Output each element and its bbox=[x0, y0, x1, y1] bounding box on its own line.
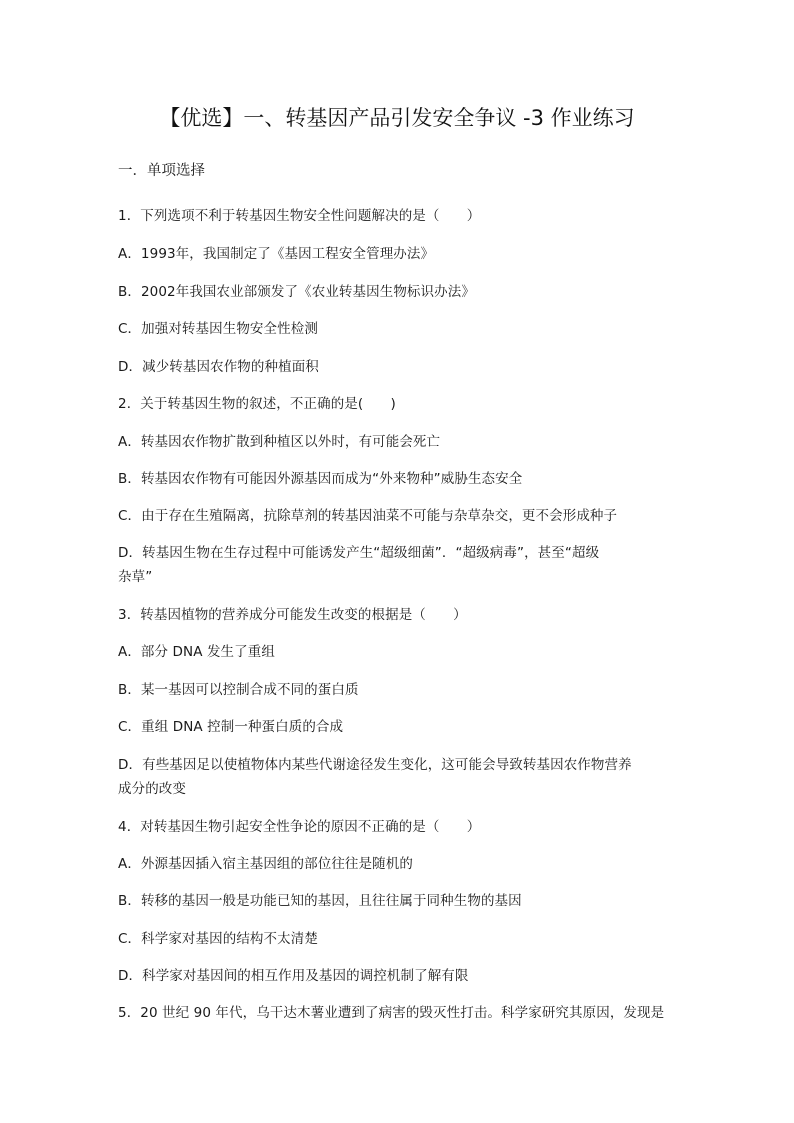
question-1-option-d: D．减少转基因农作物的种植面积 bbox=[118, 359, 319, 375]
question-3-option-b: B．某一基因可以控制合成不同的蛋白质 bbox=[118, 682, 359, 698]
question-4-stem: 4．对转基因生物引起安全性争论的原因不正确的是（ ） bbox=[118, 819, 481, 835]
question-3-option-d-continued: 成分的改变 bbox=[118, 781, 186, 797]
question-4-option-c: C．科学家对基因的结构不太清楚 bbox=[118, 931, 318, 947]
section-heading: 一．单项选择 bbox=[118, 163, 205, 179]
question-3-stem: 3．转基因植物的营养成分可能发生改变的根据是（ ） bbox=[118, 607, 467, 623]
question-3-option-a: A．部分 DNA 发生了重组 bbox=[118, 644, 275, 660]
question-4-option-d: D．科学家对基因间的相互作用及基因的调控机制了解有限 bbox=[118, 968, 469, 984]
question-1-option-c: C．加强对转基因生物安全性检测 bbox=[118, 321, 318, 337]
question-2-option-d-continued: 杂草” bbox=[118, 569, 153, 585]
question-2-option-b: B．转基因农作物有可能因外源基因而成为“外来物种”威胁生态安全 bbox=[118, 471, 523, 487]
question-2-option-d: D．转基因生物在生存过程中可能诱发产生“超级细菌”．“超级病毒”，甚至“超级 bbox=[118, 545, 600, 561]
question-2-option-a: A．转基因农作物扩散到种植区以外时，有可能会死亡 bbox=[118, 434, 441, 450]
question-4-option-b: B．转移的基因一般是功能已知的基因，且往往属于同种生物的基因 bbox=[118, 893, 522, 909]
page-title: 【优选】一、转基因产品引发安全争议 -3 作业练习 bbox=[159, 106, 635, 130]
question-1-option-b: B．2002年我国农业部颁发了《农业转基因生物标识办法》 bbox=[118, 284, 475, 300]
question-3-option-d: D．有些基因足以使植物体内某些代谢途径发生变化，这可能会导致转基因农作物营养 bbox=[118, 757, 632, 773]
question-2-option-c: C．由于存在生殖隔离，抗除草剂的转基因油菜不可能与杂草杂交，更不会形成种子 bbox=[118, 508, 618, 524]
question-5-stem: 5．20 世纪 90 年代，乌干达木薯业遭到了病害的毁灭性打击。科学家研究其原因，发现是 bbox=[118, 1005, 665, 1021]
question-1-stem: 1．下列选项不利于转基因生物安全性问题解决的是（ ） bbox=[118, 208, 481, 224]
question-2-stem: 2．关于转基因生物的叙述，不正确的是( ) bbox=[118, 396, 396, 412]
question-4-option-a: A．外源基因插入宿主基因组的部位往往是随机的 bbox=[118, 856, 413, 872]
question-1-option-a: A．1993年，我国制定了《基因工程安全管理办法》 bbox=[118, 246, 435, 262]
question-3-option-c: C．重组 DNA 控制一种蛋白质的合成 bbox=[118, 719, 344, 735]
